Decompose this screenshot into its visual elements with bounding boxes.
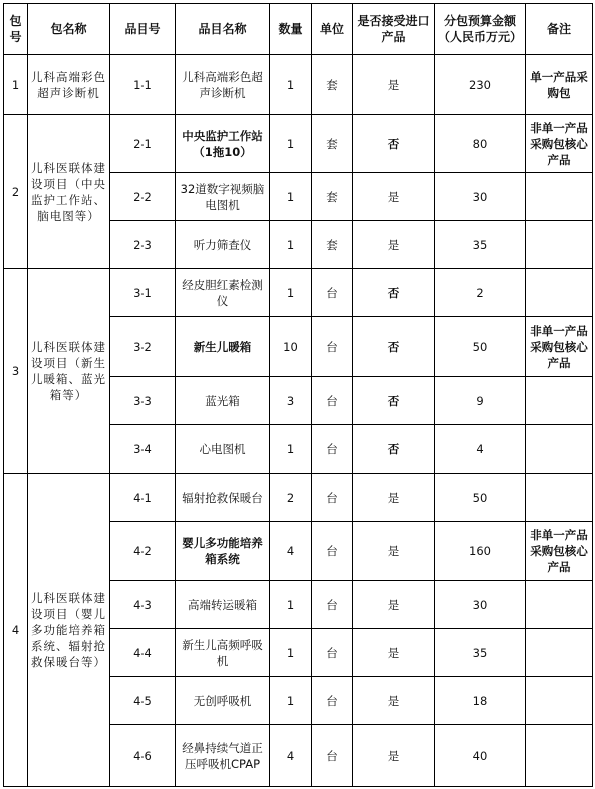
- item-import: 是: [353, 474, 435, 522]
- item-note: [526, 173, 593, 221]
- item-note: [526, 377, 593, 425]
- item-note: [526, 221, 593, 269]
- item-budget: 4: [435, 425, 526, 474]
- item-qty: 1: [270, 173, 312, 221]
- item-qty: 1: [270, 115, 312, 173]
- item-name: 婴儿多功能培养箱系统: [176, 522, 270, 581]
- item-no: 4-4: [110, 629, 176, 677]
- header-row: [4, 4, 593, 55]
- item-name: 辐射抢救保暖台: [176, 474, 270, 522]
- item-import: 是: [353, 221, 435, 269]
- item-no: 1-1: [110, 55, 176, 115]
- item-import: 否: [353, 425, 435, 474]
- item-no: 4-3: [110, 581, 176, 629]
- item-note: [526, 677, 593, 725]
- header-note: 备注: [526, 4, 593, 55]
- item-name: 蓝光箱: [176, 377, 270, 425]
- item-budget: 160: [435, 522, 526, 581]
- item-import: 否: [353, 317, 435, 377]
- item-no: 3-3: [110, 377, 176, 425]
- header-pkg-name: 包名称: [28, 4, 110, 55]
- item-note: [526, 629, 593, 677]
- item-unit: 台: [312, 629, 353, 677]
- item-budget: 30: [435, 581, 526, 629]
- item-name: 儿科高端彩色超声诊断机: [176, 55, 270, 115]
- item-import: 是: [353, 55, 435, 115]
- item-unit: 台: [312, 522, 353, 581]
- item-qty: 1: [270, 269, 312, 317]
- header-unit: 单位: [312, 4, 353, 55]
- item-import: 是: [353, 725, 435, 787]
- item-unit: 台: [312, 581, 353, 629]
- item-budget: 80: [435, 115, 526, 173]
- item-name: 中央监护工作站（1拖10）: [176, 115, 270, 173]
- item-budget: 2: [435, 269, 526, 317]
- item-budget: 30: [435, 173, 526, 221]
- item-budget: 35: [435, 221, 526, 269]
- header-item-no: 品目号: [110, 4, 176, 55]
- item-unit: 台: [312, 317, 353, 377]
- item-no: 3-2: [110, 317, 176, 377]
- item-unit: 台: [312, 677, 353, 725]
- pkg-name: 儿科医联体建设项目（中央监护工作站、脑电图等）: [28, 115, 110, 269]
- item-note: 单一产品采购包: [526, 55, 593, 115]
- header-pkg-no: 包号: [4, 4, 28, 55]
- item-import: 是: [353, 581, 435, 629]
- item-note: 非单一产品采购包核心产品: [526, 522, 593, 581]
- header-budget: 分包预算金额（人民币万元）: [435, 4, 526, 55]
- item-no: 2-3: [110, 221, 176, 269]
- item-no: 4-2: [110, 522, 176, 581]
- pkg-name: 儿科医联体建设项目（婴儿多功能培养箱系统、辐射抢救保暖台等）: [28, 474, 110, 787]
- item-note: [526, 425, 593, 474]
- pkg-name: 儿科医联体建设项目（新生儿暖箱、蓝光箱等）: [28, 269, 110, 474]
- item-unit: 台: [312, 474, 353, 522]
- item-import: 否: [353, 269, 435, 317]
- item-no: 4-1: [110, 474, 176, 522]
- item-qty: 1: [270, 629, 312, 677]
- procurement-table: [3, 3, 593, 787]
- item-import: 是: [353, 522, 435, 581]
- item-budget: 18: [435, 677, 526, 725]
- item-no: 4-5: [110, 677, 176, 725]
- item-budget: 40: [435, 725, 526, 787]
- item-qty: 1: [270, 425, 312, 474]
- pkg-name: 儿科高端彩色超声诊断机: [28, 55, 110, 115]
- item-name: 高端转运暖箱: [176, 581, 270, 629]
- item-note: 非单一产品采购包核心产品: [526, 115, 593, 173]
- item-no: 3-4: [110, 425, 176, 474]
- item-name: 无创呼吸机: [176, 677, 270, 725]
- item-no: 2-1: [110, 115, 176, 173]
- item-unit: 套: [312, 115, 353, 173]
- item-import: 否: [353, 115, 435, 173]
- item-name: 经鼻持续气道正压呼吸机CPAP: [176, 725, 270, 787]
- table-row: [4, 115, 593, 173]
- item-qty: 2: [270, 474, 312, 522]
- item-import: 是: [353, 173, 435, 221]
- item-unit: 套: [312, 221, 353, 269]
- item-note: [526, 581, 593, 629]
- item-name: 经皮胆红素检测仪: [176, 269, 270, 317]
- item-name: 新生儿高频呼吸机: [176, 629, 270, 677]
- item-qty: 1: [270, 677, 312, 725]
- header-import: 是否接受进口产品: [353, 4, 435, 55]
- item-qty: 1: [270, 581, 312, 629]
- item-import: 是: [353, 629, 435, 677]
- item-budget: 50: [435, 474, 526, 522]
- item-import: 是: [353, 677, 435, 725]
- item-unit: 台: [312, 377, 353, 425]
- item-unit: 台: [312, 425, 353, 474]
- item-qty: 10: [270, 317, 312, 377]
- item-qty: 3: [270, 377, 312, 425]
- item-budget: 9: [435, 377, 526, 425]
- item-note: [526, 474, 593, 522]
- item-unit: 套: [312, 55, 353, 115]
- pkg-no: 1: [4, 55, 28, 115]
- item-name: 32道数字视频脑电图机: [176, 173, 270, 221]
- header-qty: 数量: [270, 4, 312, 55]
- item-qty: 1: [270, 221, 312, 269]
- item-budget: 50: [435, 317, 526, 377]
- item-note: [526, 725, 593, 787]
- item-name: 新生儿暖箱: [176, 317, 270, 377]
- pkg-no: 4: [4, 474, 28, 787]
- pkg-no: 2: [4, 115, 28, 269]
- item-unit: 套: [312, 173, 353, 221]
- pkg-no: 3: [4, 269, 28, 474]
- table-row: [4, 474, 593, 522]
- item-qty: 4: [270, 725, 312, 787]
- item-qty: 4: [270, 522, 312, 581]
- item-budget: 230: [435, 55, 526, 115]
- table-row: [4, 269, 593, 317]
- item-no: 4-6: [110, 725, 176, 787]
- item-no: 3-1: [110, 269, 176, 317]
- item-name: 心电图机: [176, 425, 270, 474]
- item-unit: 台: [312, 725, 353, 787]
- item-no: 2-2: [110, 173, 176, 221]
- table-row: [4, 55, 593, 115]
- item-import: 否: [353, 377, 435, 425]
- item-note: [526, 269, 593, 317]
- item-note: 非单一产品采购包核心产品: [526, 317, 593, 377]
- header-item-name: 品目名称: [176, 4, 270, 55]
- item-qty: 1: [270, 55, 312, 115]
- item-name: 听力筛查仪: [176, 221, 270, 269]
- item-budget: 35: [435, 629, 526, 677]
- item-unit: 台: [312, 269, 353, 317]
